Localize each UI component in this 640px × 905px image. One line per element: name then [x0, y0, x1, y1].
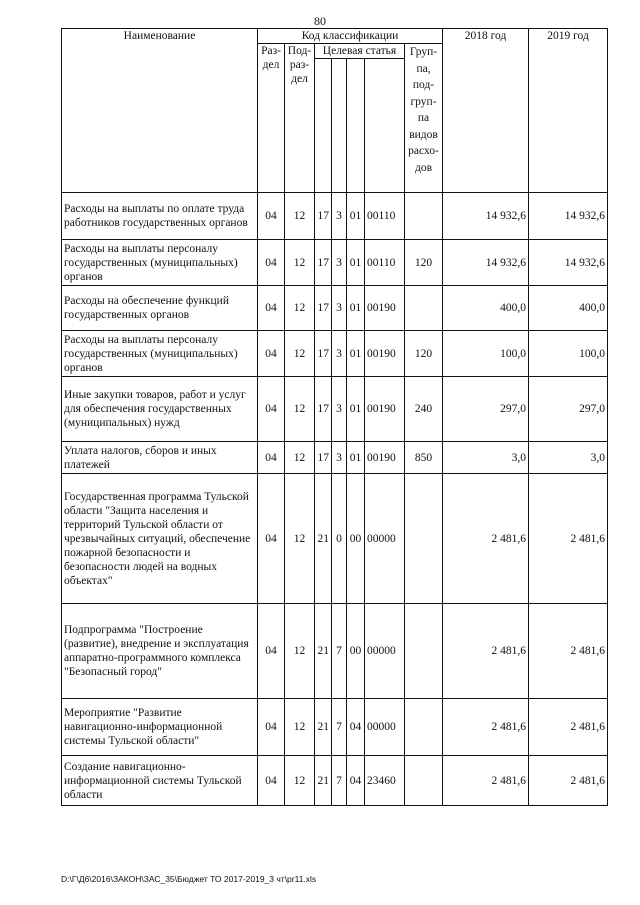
row-expense-group	[405, 286, 443, 331]
row-target-3: 01	[347, 240, 365, 286]
row-subsection: 12	[285, 699, 315, 756]
row-name: Иные закупки товаров, работ и услуг для обеспечения государственных (муниципальных) нужд	[62, 377, 258, 442]
header-classification: Код классификации	[258, 29, 443, 44]
row-expense-group	[405, 474, 443, 604]
row-target-2: 3	[332, 240, 347, 286]
row-subsection: 12	[285, 240, 315, 286]
row-target-2: 7	[332, 756, 347, 806]
row-section: 04	[258, 240, 285, 286]
row-target-4: 00190	[365, 377, 405, 442]
row-expense-group: 240	[405, 377, 443, 442]
row-amount-2018: 400,0	[443, 286, 529, 331]
row-target-3: 00	[347, 604, 365, 699]
table-row	[62, 193, 608, 240]
row-target-1: 21	[315, 474, 332, 604]
row-target-1: 17	[315, 442, 332, 474]
table-row	[62, 377, 608, 442]
row-amount-2019: 297,0	[529, 377, 608, 442]
row-name: Мероприятие "Развитие навигационно-информационной системы Тульской области"	[62, 699, 258, 756]
table-row	[62, 286, 608, 331]
table-row	[62, 699, 608, 756]
row-target-3: 01	[347, 442, 365, 474]
row-section: 04	[258, 286, 285, 331]
table-row	[62, 442, 608, 474]
row-section: 04	[258, 699, 285, 756]
row-expense-group	[405, 193, 443, 240]
row-amount-2019: 14 932,6	[529, 240, 608, 286]
header-2019: 2019 год	[529, 29, 608, 193]
row-amount-2018: 2 481,6	[443, 604, 529, 699]
row-name: Уплата налогов, сборов и иных платежей	[62, 442, 258, 474]
row-target-1: 17	[315, 331, 332, 377]
row-target-2: 3	[332, 377, 347, 442]
row-name: Расходы на выплаты персоналу государственных (муниципальных) органов	[62, 240, 258, 286]
row-subsection: 12	[285, 377, 315, 442]
row-target-2: 3	[332, 193, 347, 240]
row-target-4: 00190	[365, 442, 405, 474]
row-amount-2019: 2 481,6	[529, 604, 608, 699]
row-target-2: 3	[332, 331, 347, 377]
row-subsection: 12	[285, 756, 315, 806]
row-amount-2019: 400,0	[529, 286, 608, 331]
row-name: Расходы на обеспечение функций государственных органов	[62, 286, 258, 331]
row-target-2: 0	[332, 474, 347, 604]
row-target-4: 00110	[365, 193, 405, 240]
row-amount-2018: 14 932,6	[443, 193, 529, 240]
row-expense-group	[405, 604, 443, 699]
row-subsection: 12	[285, 193, 315, 240]
target-part-1	[315, 59, 332, 193]
target-part-2	[332, 59, 347, 193]
row-amount-2019: 2 481,6	[529, 699, 608, 756]
row-target-2: 7	[332, 699, 347, 756]
row-name: Расходы на выплаты персоналу государственных (муниципальных) органов	[62, 331, 258, 377]
row-amount-2018: 297,0	[443, 377, 529, 442]
row-amount-2018: 2 481,6	[443, 699, 529, 756]
row-target-4: 00190	[365, 286, 405, 331]
row-target-3: 01	[347, 331, 365, 377]
row-subsection: 12	[285, 286, 315, 331]
row-amount-2018: 2 481,6	[443, 474, 529, 604]
row-section: 04	[258, 193, 285, 240]
table-row	[62, 240, 608, 286]
row-target-1: 17	[315, 286, 332, 331]
row-target-1: 21	[315, 699, 332, 756]
row-subsection: 12	[285, 604, 315, 699]
row-target-1: 21	[315, 756, 332, 806]
row-amount-2019: 100,0	[529, 331, 608, 377]
row-section: 04	[258, 474, 285, 604]
row-name: Подпрограмма "Построение (развитие), внедрение и эксплуатация аппаратно-программного комплекса "Безопасный город"	[62, 604, 258, 699]
header-target-article: Целевая статья	[315, 44, 405, 59]
row-section: 04	[258, 604, 285, 699]
row-subsection: 12	[285, 474, 315, 604]
row-expense-group	[405, 756, 443, 806]
row-target-4: 00000	[365, 604, 405, 699]
row-subsection: 12	[285, 442, 315, 474]
row-amount-2018: 3,0	[443, 442, 529, 474]
header-name: Наименование	[62, 29, 258, 193]
table-row	[62, 331, 608, 377]
row-section: 04	[258, 377, 285, 442]
row-expense-group: 850	[405, 442, 443, 474]
header-subsection: Под- раз- дел	[285, 44, 315, 193]
row-target-1: 21	[315, 604, 332, 699]
row-target-3: 01	[347, 286, 365, 331]
row-section: 04	[258, 442, 285, 474]
target-part-3	[347, 59, 365, 193]
row-target-2: 3	[332, 442, 347, 474]
row-expense-group: 120	[405, 331, 443, 377]
row-amount-2019: 3,0	[529, 442, 608, 474]
row-name: Расходы на выплаты по оплате труда работников государственных органов	[62, 193, 258, 240]
row-target-4: 00000	[365, 474, 405, 604]
row-amount-2018: 2 481,6	[443, 756, 529, 806]
row-target-4: 00110	[365, 240, 405, 286]
row-target-4: 00000	[365, 699, 405, 756]
header-section: Раз- дел	[258, 44, 285, 193]
row-section: 04	[258, 756, 285, 806]
row-target-3: 04	[347, 699, 365, 756]
row-amount-2019: 14 932,6	[529, 193, 608, 240]
row-target-4: 00190	[365, 331, 405, 377]
row-amount-2018: 100,0	[443, 331, 529, 377]
row-target-4: 23460	[365, 756, 405, 806]
table-row	[62, 474, 608, 604]
file-path-footer: D:\Г\Д6\2016\ЗАКОН\ЗАС_35\Бюджет ТО 2017-2019_3 чт\pr11.xls	[61, 874, 317, 884]
budget-table	[61, 28, 608, 806]
row-target-2: 3	[332, 286, 347, 331]
row-target-1: 17	[315, 377, 332, 442]
row-section: 04	[258, 331, 285, 377]
row-name: Создание навигационно-информационной системы Тульской области	[62, 756, 258, 806]
row-target-3: 01	[347, 377, 365, 442]
row-expense-group	[405, 699, 443, 756]
header-row-top	[62, 29, 608, 44]
row-expense-group: 120	[405, 240, 443, 286]
page-number: 80	[314, 14, 326, 28]
header-expense-group: Груп- па, под- груп- па видов расхо- дов	[405, 44, 443, 193]
row-amount-2018: 14 932,6	[443, 240, 529, 286]
row-target-1: 17	[315, 240, 332, 286]
table-row	[62, 756, 608, 806]
row-target-2: 7	[332, 604, 347, 699]
header-2018: 2018 год	[443, 29, 529, 193]
row-amount-2019: 2 481,6	[529, 474, 608, 604]
row-name: Государственная программа Тульской области "Защита населения и территорий Тульской области от чрезвычайных ситуаций, обеспечение пожарной безопасности и безопасности людей на водных объектах"	[62, 474, 258, 604]
row-target-3: 01	[347, 193, 365, 240]
row-target-1: 17	[315, 193, 332, 240]
row-target-3: 04	[347, 756, 365, 806]
row-subsection: 12	[285, 331, 315, 377]
target-part-4	[365, 59, 405, 193]
row-amount-2019: 2 481,6	[529, 756, 608, 806]
table-row	[62, 604, 608, 699]
row-target-3: 00	[347, 474, 365, 604]
